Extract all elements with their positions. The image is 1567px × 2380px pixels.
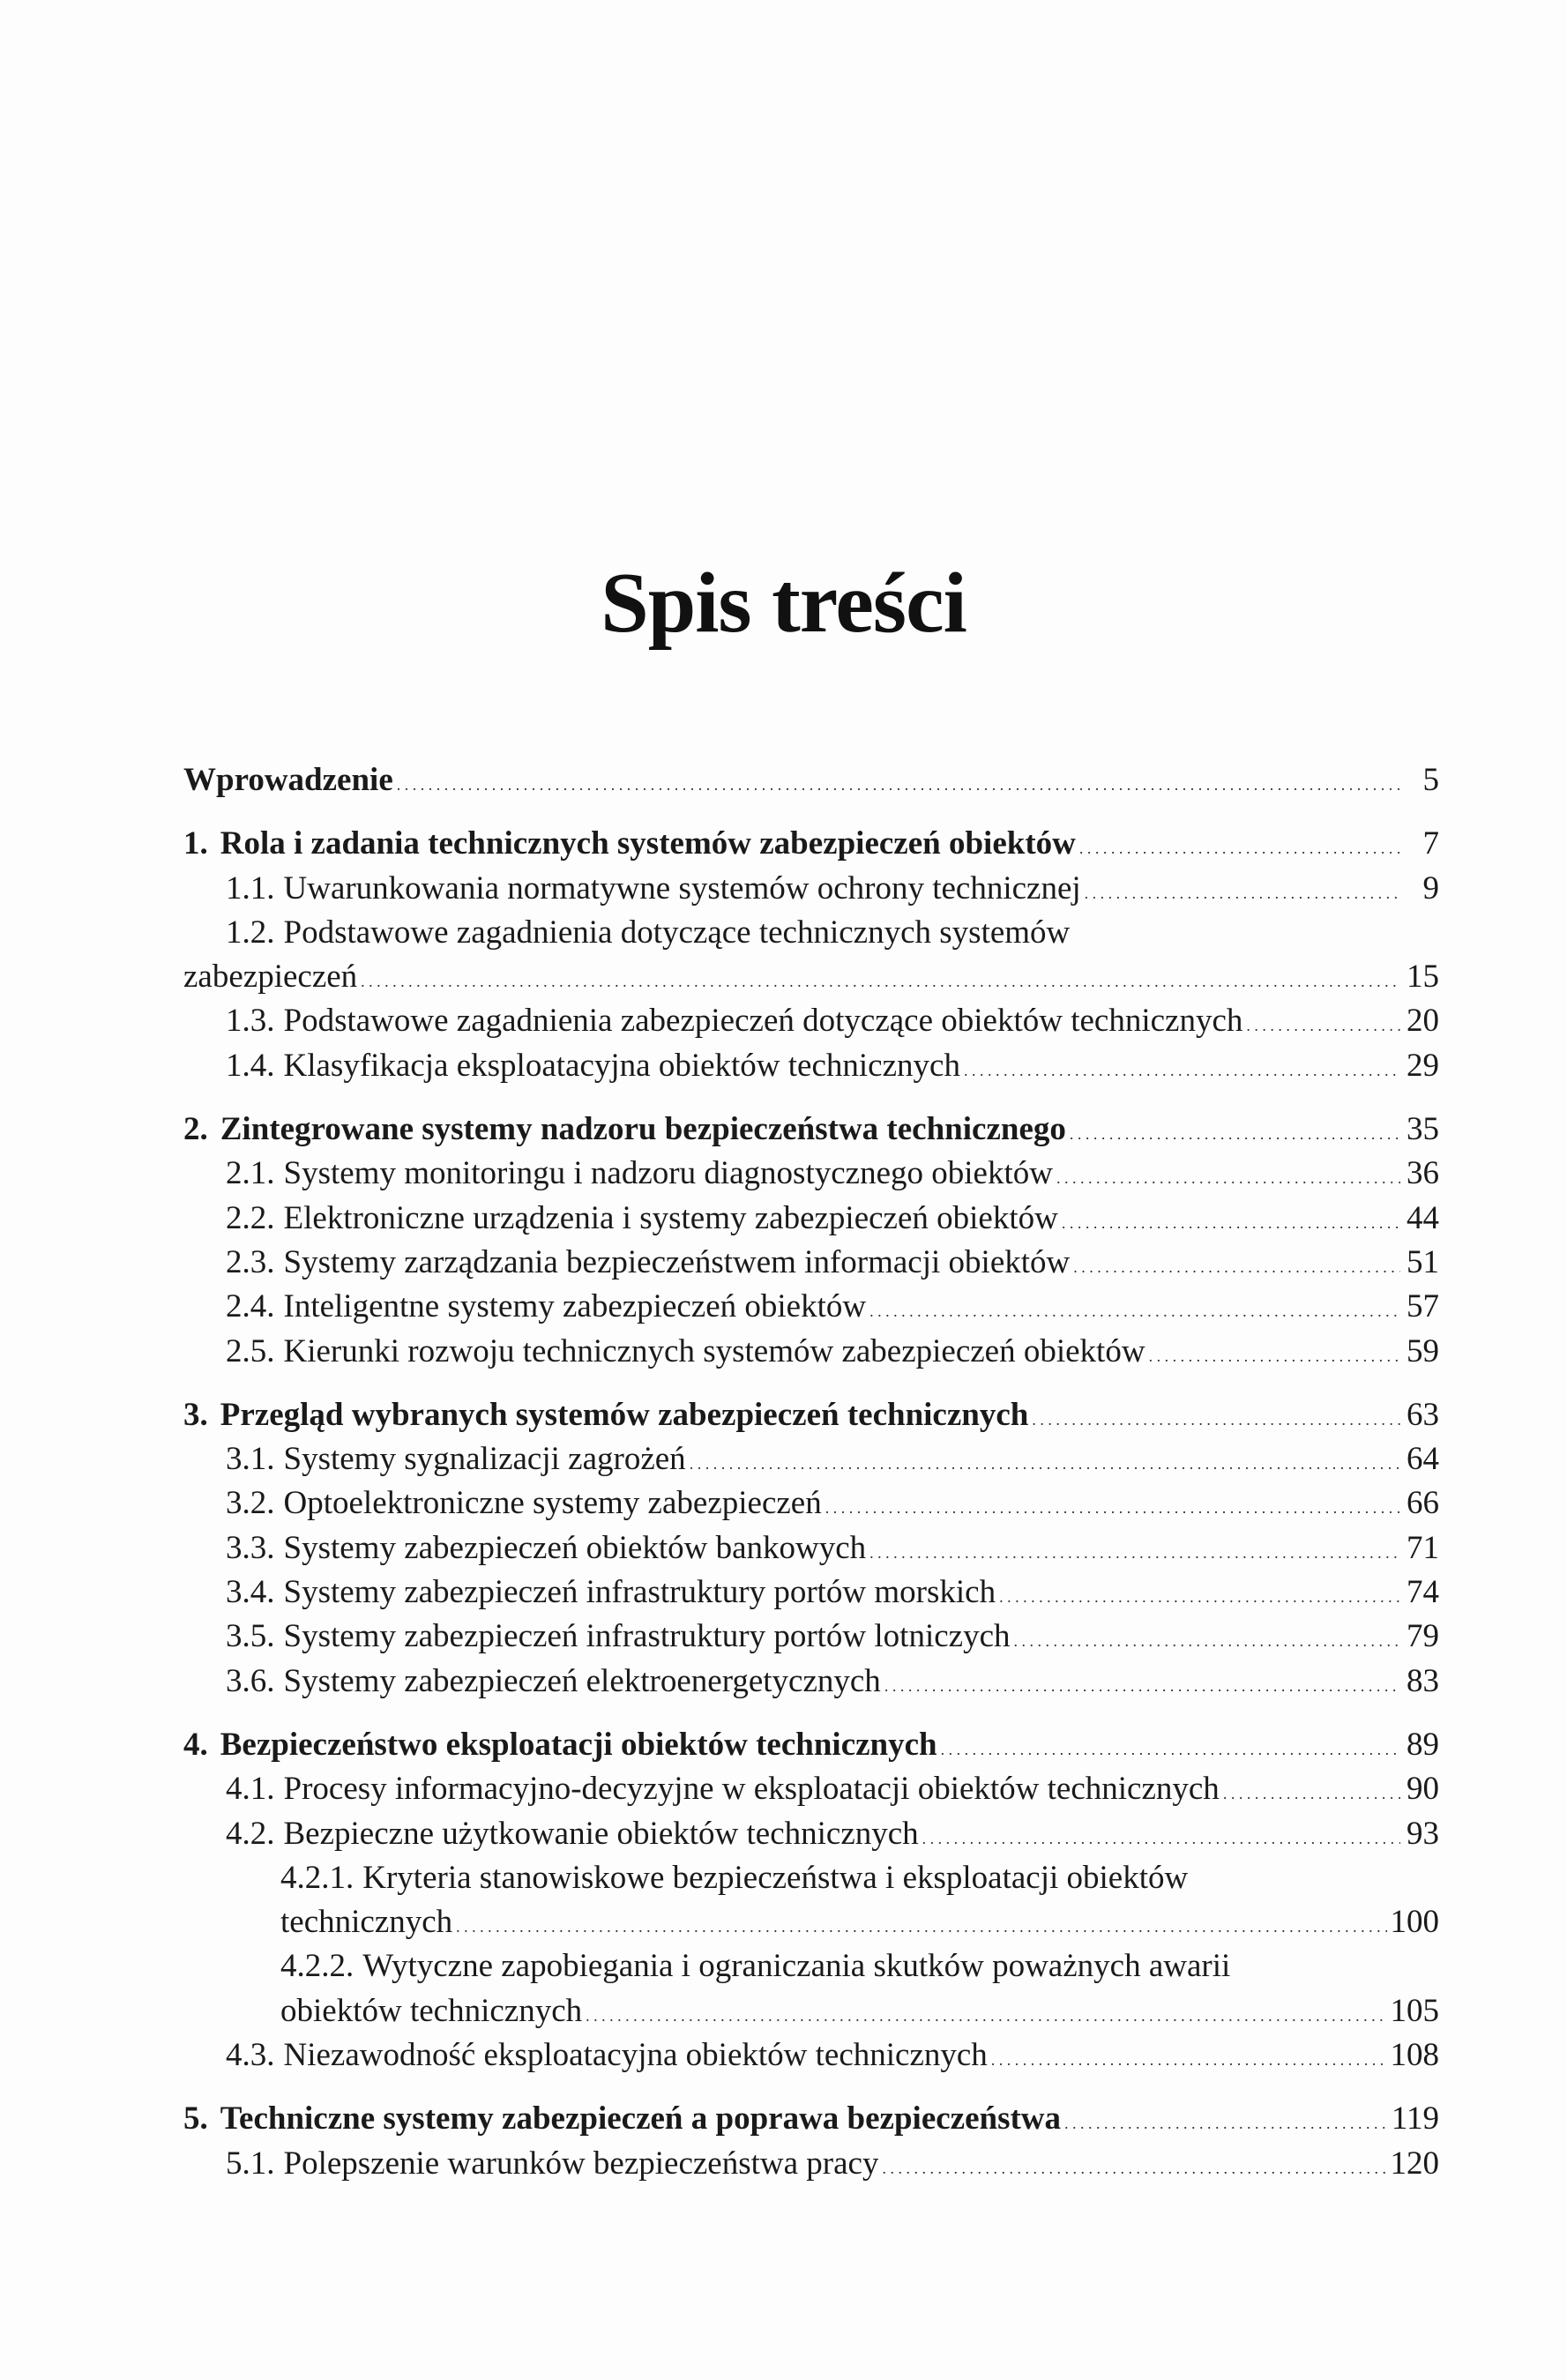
toc-entry-title: Wprowadzenie xyxy=(183,762,393,798)
dot-leader xyxy=(941,1723,1400,1772)
toc-entry-number: 1.1. xyxy=(226,869,275,906)
table-of-contents xyxy=(183,758,1439,2186)
dot-leader xyxy=(586,1989,1386,2038)
toc-entry-page: 5 xyxy=(1422,762,1439,798)
toc-entry-page: 100 xyxy=(1390,1904,1439,1941)
toc-entry[interactable] xyxy=(183,758,1439,802)
toc-entry-number: 3.6. xyxy=(226,1662,275,1699)
toc-entry-number: 4.2. xyxy=(226,1815,275,1852)
toc-entry[interactable] xyxy=(183,1152,1439,1196)
toc-entry[interactable] xyxy=(183,1481,1439,1526)
toc-entry[interactable] xyxy=(183,1660,1439,1704)
toc-entry-number: 3.1. xyxy=(226,1441,275,1478)
dot-leader xyxy=(922,1812,1400,1861)
dot-leader xyxy=(397,758,1400,807)
dot-leader xyxy=(869,1285,1400,1333)
dot-leader xyxy=(690,1437,1400,1486)
toc-entry-number: 4.3. xyxy=(226,2037,275,2074)
dot-leader xyxy=(1223,1767,1400,1816)
toc-entry[interactable] xyxy=(183,867,1439,911)
toc-entry-title: Rola i zadania technicznych systemów zabezpieczeń obiektów xyxy=(220,825,1076,862)
dot-leader xyxy=(1149,1330,1400,1378)
toc-entry-title: Systemy zabezpieczeń elektroenergetycznych xyxy=(283,1662,881,1699)
toc-entry[interactable] xyxy=(183,955,1439,999)
toc-entry-number: 4.2.1. xyxy=(280,1859,354,1896)
toc-entry[interactable] xyxy=(183,1437,1439,1481)
toc-entry-title: Inteligentne systemy zabezpieczeń obiektów xyxy=(283,1288,867,1325)
toc-entry-number: 4. xyxy=(183,1726,208,1763)
toc-entry-title: obiektów technicznych xyxy=(280,1992,583,2029)
toc-entry-title: Systemy zarządzania bezpieczeństwem informacji obiektów xyxy=(283,1243,1071,1280)
toc-entry-page: 83 xyxy=(1407,1662,1439,1699)
toc-entry-title: Kierunki rozwoju technicznych systemów zabezpieczeń obiektów xyxy=(283,1332,1145,1369)
toc-entry[interactable] xyxy=(183,1526,1439,1571)
page-title: Spis treści xyxy=(601,556,966,651)
toc-entry-page: 9 xyxy=(1422,869,1439,906)
toc-entry-page: 15 xyxy=(1407,959,1439,996)
toc-entry-page: 120 xyxy=(1390,2145,1439,2182)
toc-entry-number: 4.1. xyxy=(226,1771,275,1808)
toc-entry-page: 71 xyxy=(1407,1529,1439,1566)
toc-entry[interactable] xyxy=(183,1285,1439,1329)
toc-entry-number: 3. xyxy=(183,1396,208,1433)
dot-leader xyxy=(1064,2097,1388,2145)
toc-entry-title: Zintegrowane systemy nadzoru bezpieczeństwa technicznego xyxy=(220,1111,1066,1148)
toc-entry-number: 2.4. xyxy=(226,1288,275,1325)
toc-entry-title: Bezpieczeństwo eksploatacji obiektów technicznych xyxy=(220,1726,937,1763)
toc-entry[interactable] xyxy=(183,2142,1439,2186)
toc-entry[interactable] xyxy=(183,2033,1439,2078)
toc-entry-page: 119 xyxy=(1391,2100,1439,2138)
toc-entry-title: Elektroniczne urządzenia i systemy zabezpieczeń obiektów xyxy=(283,1199,1058,1236)
toc-entry-number: 4.2.2. xyxy=(280,1948,354,1985)
toc-entry[interactable] xyxy=(183,1723,1439,1767)
toc-entry-title: Procesy informacyjno-decyzyjne w eksploatacji obiektów technicznych xyxy=(283,1771,1220,1808)
toc-entry-title: Optoelektroniczne systemy zabezpieczeń xyxy=(283,1485,822,1522)
toc-entry-page: 64 xyxy=(1407,1441,1439,1478)
dot-leader xyxy=(884,1660,1400,1708)
toc-entry[interactable] xyxy=(183,1393,1439,1437)
toc-entry-title: Podstawowe zagadnienia zabezpieczeń dotyczące obiektów technicznych xyxy=(283,1003,1243,1040)
toc-entry[interactable] xyxy=(183,1241,1439,1285)
toc-entry-page: 66 xyxy=(1407,1485,1439,1522)
dot-leader xyxy=(1085,867,1400,915)
toc-entry-number: 2.2. xyxy=(226,1199,275,1236)
toc-entry-page: 105 xyxy=(1390,1992,1439,2029)
toc-entry-page: 74 xyxy=(1407,1574,1439,1611)
dot-leader xyxy=(1062,1197,1400,1245)
toc-entry-page: 59 xyxy=(1407,1332,1439,1369)
toc-entry-page: 108 xyxy=(1390,2037,1439,2074)
toc-entry-number: 3.2. xyxy=(226,1485,275,1522)
toc-entry-title: Techniczne systemy zabezpieczeń a poprawa bezpieczeństwa xyxy=(220,2100,1062,2138)
dot-leader xyxy=(825,1481,1400,1530)
toc-entry-number: 3.3. xyxy=(226,1529,275,1566)
toc-entry-page: 89 xyxy=(1407,1726,1439,1763)
toc-entry-title: technicznych xyxy=(280,1904,453,1941)
toc-entry-number: 2.1. xyxy=(226,1155,275,1192)
toc-entry[interactable] xyxy=(183,911,1439,955)
toc-entry-page: 44 xyxy=(1407,1199,1439,1236)
toc-entry[interactable] xyxy=(183,1767,1439,1811)
toc-entry-title: Wytyczne zapobiegania i ograniczania skutków poważnych awarii xyxy=(362,1948,1231,1985)
toc-entry-number: 2.3. xyxy=(226,1243,275,1280)
toc-entry-number: 1.4. xyxy=(226,1047,275,1084)
toc-entry[interactable] xyxy=(183,1856,1439,1900)
dot-leader xyxy=(1014,1615,1401,1663)
toc-entry-title: Systemy zabezpieczeń obiektów bankowych xyxy=(283,1529,867,1566)
toc-entry[interactable] xyxy=(183,1989,1439,2033)
dot-leader xyxy=(1056,1152,1400,1200)
toc-entry[interactable] xyxy=(183,1571,1439,1615)
toc-entry-title: Bezpieczne użytkowanie obiektów technicznych xyxy=(283,1815,919,1852)
toc-entry-title: Systemy zabezpieczeń infrastruktury portów lotniczych xyxy=(283,1618,1011,1655)
toc-entry-page: 63 xyxy=(1407,1396,1439,1433)
toc-entry-title: Uwarunkowania normatywne systemów ochrony technicznej xyxy=(283,869,1081,906)
dot-leader xyxy=(999,1571,1400,1619)
toc-entry[interactable] xyxy=(183,1944,1439,1988)
toc-entry-page: 79 xyxy=(1407,1618,1439,1655)
toc-entry-number: 2.5. xyxy=(226,1332,275,1369)
toc-entry-number: 1.3. xyxy=(226,1003,275,1040)
dot-leader xyxy=(456,1900,1386,1949)
dot-leader xyxy=(1079,822,1400,870)
toc-entry-title: Kryteria stanowiskowe bezpieczeństwa i eksploatacji obiektów xyxy=(362,1859,1189,1896)
dot-leader xyxy=(361,955,1400,1003)
toc-entry-title: Klasyfikacja eksploatacyjna obiektów technicznych xyxy=(283,1047,960,1084)
toc-entry-number: 3.5. xyxy=(226,1618,275,1655)
toc-entry-page: 20 xyxy=(1407,1003,1439,1040)
toc-entry-page: 90 xyxy=(1407,1771,1439,1808)
toc-entry[interactable] xyxy=(183,1197,1439,1241)
toc-entry-page: 36 xyxy=(1407,1155,1439,1192)
dot-leader xyxy=(1070,1108,1400,1156)
toc-entry[interactable] xyxy=(183,1044,1439,1088)
toc-entry-title: Systemy sygnalizacji zagrożeń xyxy=(283,1441,686,1478)
toc-entry-number: 5. xyxy=(183,2100,208,2138)
toc-entry-number: 1.2. xyxy=(226,914,275,951)
toc-entry-number: 1. xyxy=(183,825,208,862)
toc-entry-number: 5.1. xyxy=(226,2145,275,2182)
toc-entry[interactable] xyxy=(183,822,1439,866)
dot-leader xyxy=(1246,999,1400,1048)
toc-entry-number: 2. xyxy=(183,1111,208,1148)
dot-leader xyxy=(882,2142,1386,2190)
toc-entry[interactable] xyxy=(183,1330,1439,1374)
toc-entry-page: 93 xyxy=(1407,1815,1439,1852)
toc-entry-title: Polepszenie warunków bezpieczeństwa pracy xyxy=(283,2145,879,2182)
toc-entry[interactable] xyxy=(183,999,1439,1043)
dot-leader xyxy=(991,2033,1387,2082)
dot-leader xyxy=(869,1526,1400,1575)
toc-entry-title: Przegląd wybranych systemów zabezpieczeń technicznych xyxy=(220,1396,1029,1433)
toc-entry-page: 35 xyxy=(1407,1111,1439,1148)
toc-entry[interactable] xyxy=(183,1812,1439,1856)
toc-entry-page: 29 xyxy=(1407,1047,1439,1084)
toc-entry[interactable] xyxy=(183,1900,1439,1944)
toc-entry-page: 7 xyxy=(1422,825,1439,862)
toc-entry-title: Podstawowe zagadnienia dotyczące technicznych systemów xyxy=(283,914,1071,951)
dot-leader xyxy=(1073,1241,1400,1289)
toc-entry[interactable] xyxy=(183,2097,1439,2141)
dot-leader xyxy=(1032,1393,1400,1442)
toc-entry-page: 51 xyxy=(1407,1243,1439,1280)
toc-entry-title: Niezawodność eksploatacyjna obiektów technicznych xyxy=(283,2037,988,2074)
toc-entry-title: Systemy monitoringu i nadzoru diagnostycznego obiektów xyxy=(283,1155,1053,1192)
toc-entry-title: Systemy zabezpieczeń infrastruktury portów morskich xyxy=(283,1574,996,1611)
dot-leader xyxy=(964,1044,1400,1093)
toc-entry-title: zabezpieczeń xyxy=(183,959,358,996)
toc-entry-page: 57 xyxy=(1407,1288,1439,1325)
toc-entry-number: 3.4. xyxy=(226,1574,275,1611)
toc-entry[interactable] xyxy=(183,1615,1439,1659)
toc-entry[interactable] xyxy=(183,1108,1439,1152)
